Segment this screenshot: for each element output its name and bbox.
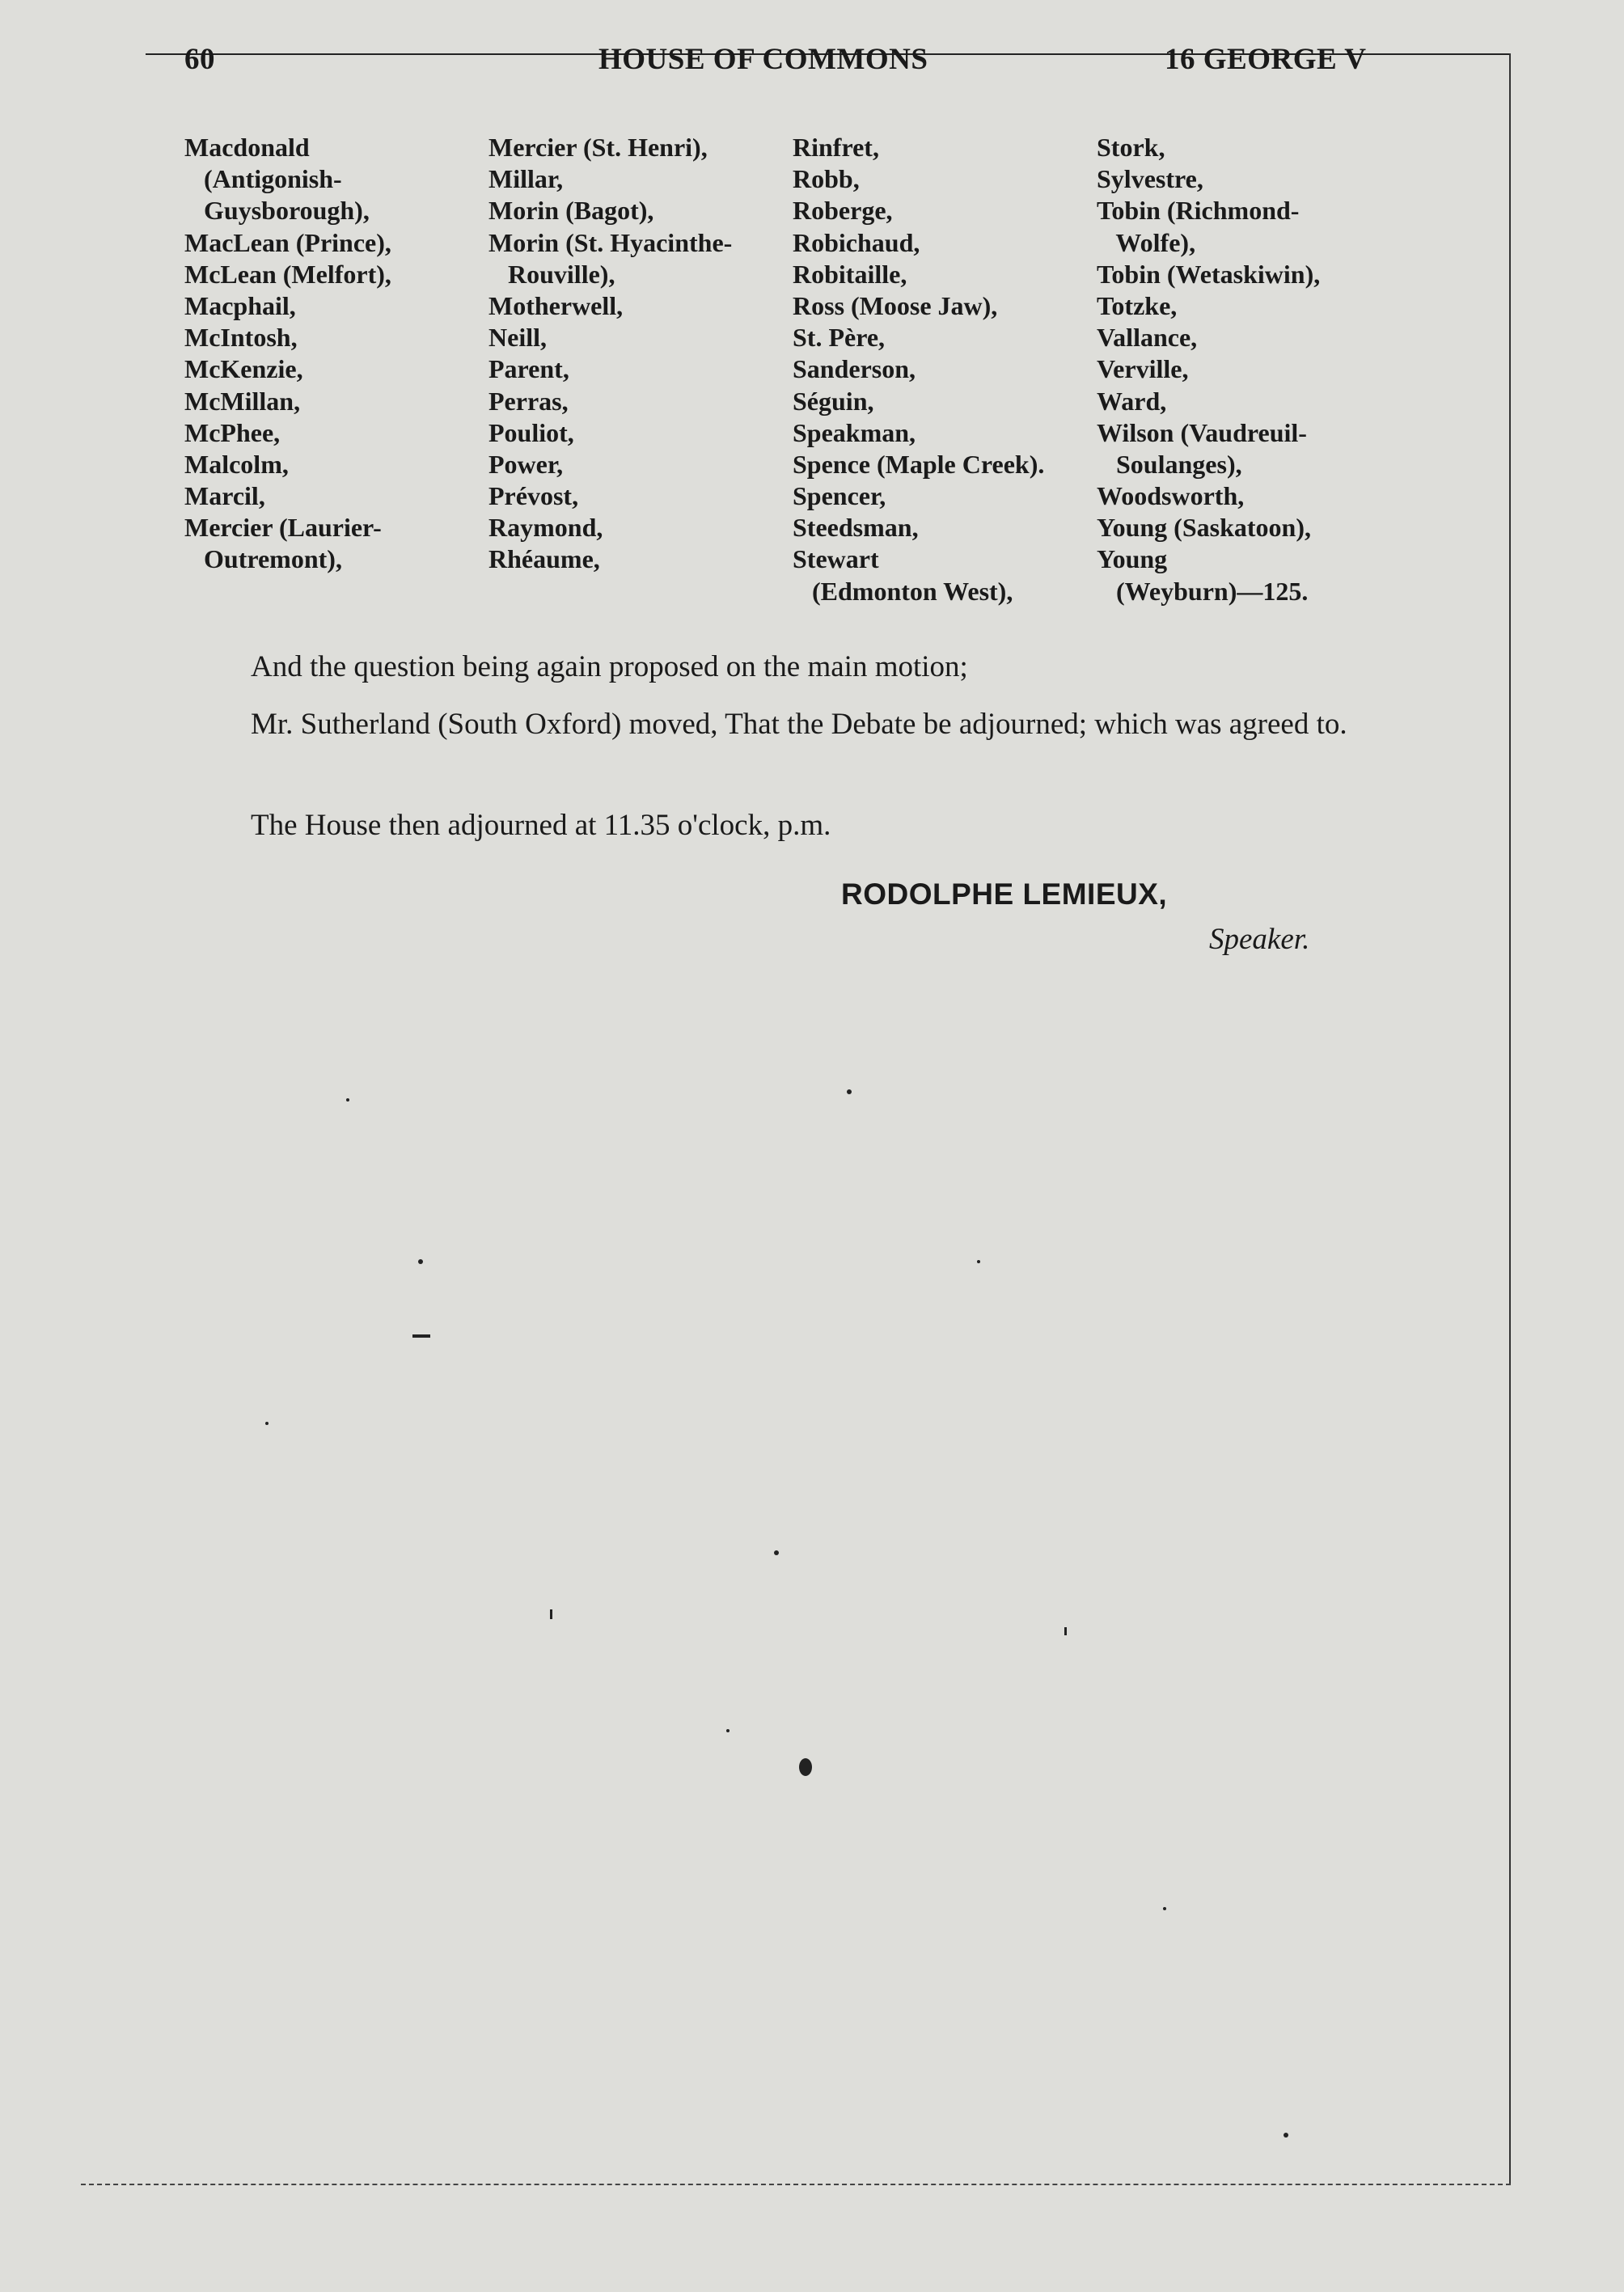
running-title: HOUSE OF COMMONS: [598, 43, 928, 76]
member-name-line: Stork,: [1097, 133, 1165, 162]
member-name-line: Mercier (St. Henri),: [488, 133, 708, 162]
member-name-line: Wilson (Vaudreuil-: [1097, 417, 1307, 447]
member-name-line: Steedsman,: [793, 513, 919, 543]
member-name-line: Malcolm,: [184, 449, 289, 479]
member-name-line: Robitaille,: [793, 259, 907, 289]
member-name-line: (Antigonish-: [184, 164, 342, 194]
member-name-line: Raymond,: [488, 513, 603, 543]
member-name-line: Spence (Maple Creek).: [793, 449, 1045, 479]
member-name-line: Power,: [488, 449, 564, 479]
names-column-3: [793, 132, 1044, 607]
regnal-year: 16 GEORGE V: [1165, 43, 1367, 76]
member-name-line: Morin (Bagot),: [488, 196, 654, 226]
member-name-line: McIntosh,: [184, 323, 298, 353]
member-name-line: Prévost,: [488, 481, 579, 511]
member-name-line: Ward,: [1097, 386, 1167, 416]
member-name-line: Mercier (Laurier-: [184, 513, 382, 543]
member-name-line: Tobin (Richmond-: [1097, 196, 1300, 226]
member-name-line: MacLean (Prince),: [184, 227, 391, 257]
member-name-line: Verville,: [1097, 354, 1189, 384]
member-name-line: Wolfe),: [1097, 227, 1196, 257]
names-column-4: [1097, 132, 1320, 607]
member-name-line: Robichaud,: [793, 227, 920, 257]
member-name-line: Rouville),: [488, 259, 615, 289]
member-name-line: Vallance,: [1097, 323, 1198, 353]
member-name-line: McLean (Melfort),: [184, 259, 391, 289]
paragraph-adjournment: The House then adjourned at 11.35 o'clock, p.m.: [251, 809, 831, 842]
paragraph-motion: Mr. Sutherland (South Oxford) moved, That the Debate be adjourned; which was agreed to.: [251, 708, 1347, 741]
bottom-rule: [81, 2184, 1511, 2185]
member-name-line: Tobin (Wetaskiwin),: [1097, 259, 1321, 289]
member-name-line: Woodsworth,: [1097, 481, 1245, 511]
member-name-line: Séguin,: [793, 386, 874, 416]
member-name-line: Motherwell,: [488, 290, 624, 320]
paragraph-question: And the question being again proposed on the main motion;: [251, 650, 968, 683]
member-name-line: Stewart: [793, 544, 879, 574]
member-name-line: Pouliot,: [488, 417, 574, 447]
member-name-line: Roberge,: [793, 196, 893, 226]
member-name-line: Millar,: [488, 164, 564, 194]
member-name-line: Speakman,: [793, 417, 916, 447]
member-name-line: Robb,: [793, 164, 860, 194]
member-name-line: (Edmonton West),: [793, 576, 1013, 606]
member-name-line: Spencer,: [793, 481, 886, 511]
speaker-signature-name: RODOLPHE LEMIEUX,: [841, 877, 1168, 911]
right-border: [1509, 53, 1511, 2185]
member-name-line: Young: [1097, 544, 1168, 574]
member-name-line: Young (Saskatoon),: [1097, 513, 1311, 543]
member-name-line: Totzke,: [1097, 290, 1178, 320]
member-name-line: Sylvestre,: [1097, 164, 1203, 194]
member-name-line: Ross (Moose Jaw),: [793, 290, 998, 320]
member-name-line: McMillan,: [184, 386, 301, 416]
member-name-line: Neill,: [488, 323, 547, 353]
member-name-line: Macphail,: [184, 290, 296, 320]
member-name-line: Rinfret,: [793, 133, 879, 162]
member-name-line: Rhéaume,: [488, 544, 600, 574]
member-name-line: Outremont),: [184, 544, 342, 574]
member-name-line: St. Père,: [793, 323, 886, 353]
member-name-line: Marcil,: [184, 481, 265, 511]
member-name-line: Morin (St. Hyacinthe-: [488, 227, 733, 257]
member-name-line: Soulanges),: [1097, 449, 1242, 479]
member-name-line: McPhee,: [184, 417, 281, 447]
names-column-2: [488, 132, 732, 576]
member-name-line: Perras,: [488, 386, 569, 416]
speaker-title: Speaker.: [1209, 923, 1310, 956]
names-column-1: [184, 132, 391, 576]
member-name-line: Macdonald: [184, 133, 310, 162]
page-number: 60: [184, 43, 215, 76]
member-name-line: Guysborough),: [184, 196, 370, 226]
member-name-line: Sanderson,: [793, 354, 916, 384]
member-name-line: McKenzie,: [184, 354, 303, 384]
member-name-line: Parent,: [488, 354, 569, 384]
member-name-line: (Weyburn)—125.: [1097, 576, 1309, 606]
